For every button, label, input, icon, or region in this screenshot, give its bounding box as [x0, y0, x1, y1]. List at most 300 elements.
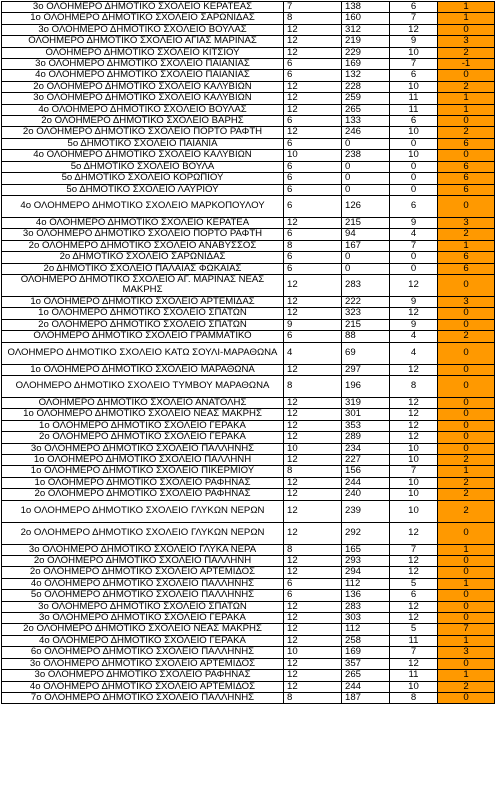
value-cell-1: 12 [284, 567, 342, 578]
value-cell-2: 126 [342, 195, 390, 217]
difference-cell: 0 [438, 308, 495, 319]
value-cell-1: 12 [284, 364, 342, 375]
table-row [2, 104, 495, 115]
school-name-cell: 3ο ΟΛΟΗΜΕΡΟ ΔΗΜΟΤΙΚΟ ΣΧΟΛΕΙΟ ΓΕΡΑΚΑ [2, 613, 284, 624]
value-cell-1: 12 [284, 127, 342, 138]
table-row [2, 635, 495, 646]
table-row [2, 240, 495, 251]
value-cell-3: 6 [390, 195, 438, 217]
difference-cell: 6 [438, 138, 495, 149]
value-cell-3: 11 [390, 635, 438, 646]
value-cell-3: 9 [390, 296, 438, 307]
school-name-cell: ΟΛΟΗΜΕΡΟ ΔΗΜΟΤΙΚΟ ΣΧΟΛΕΙΟ ΚΑΤΩ ΣΟΥΛΙ-ΜΑΡΑΘΩΝΑ [2, 342, 284, 364]
school-name-cell: 3ο ΟΛΟΗΜΕΡΟ ΔΗΜΟΤΙΚΟ ΣΧΟΛΕΙΟ ΚΕΡΑΤΕΑΣ [2, 2, 284, 13]
value-cell-2: 165 [342, 544, 390, 555]
difference-cell: 0 [438, 613, 495, 624]
value-cell-2: 292 [342, 522, 390, 544]
table-row [2, 556, 495, 567]
value-cell-2: 169 [342, 59, 390, 70]
difference-cell: 2 [438, 500, 495, 522]
school-name-cell: 1ο ΟΛΟΗΜΕΡΟ ΔΗΜΟΤΙΚΟ ΣΧΟΛΕΙΟ ΓΛΥΚΩΝ ΝΕΡΩΝ [2, 500, 284, 522]
difference-cell: 6 [438, 173, 495, 184]
table-row [2, 331, 495, 342]
difference-cell: 0 [438, 567, 495, 578]
value-cell-3: 10 [390, 489, 438, 500]
table-row [2, 647, 495, 658]
value-cell-2: 133 [342, 116, 390, 127]
value-cell-1: 6 [284, 331, 342, 342]
table-row [2, 2, 495, 13]
difference-cell: 6 [438, 252, 495, 263]
value-cell-1: 4 [284, 342, 342, 364]
value-cell-2: 156 [342, 466, 390, 477]
school-name-cell: 2ο ΟΛΟΗΜΕΡΟ ΔΗΜΟΤΙΚΟ ΣΧΟΛΕΙΟ ΠΟΡΤΟ ΡΑΦΤΗ [2, 127, 284, 138]
value-cell-3: 0 [390, 173, 438, 184]
value-cell-3: 8 [390, 692, 438, 703]
value-cell-1: 12 [284, 409, 342, 420]
value-cell-3: 6 [390, 70, 438, 81]
value-cell-1: 12 [284, 274, 342, 296]
value-cell-3: 10 [390, 477, 438, 488]
difference-cell: 1 [438, 13, 495, 24]
school-name-cell: ΟΛΟΗΜΕΡΟ ΔΗΜΟΤΙΚΟ ΣΧΟΛΕΙΟ ΚΙΤΣΙΟΥ [2, 47, 284, 58]
table-row [2, 670, 495, 681]
value-cell-1: 12 [284, 681, 342, 692]
difference-cell: 0 [438, 692, 495, 703]
difference-cell: 0 [438, 556, 495, 567]
difference-cell: 2 [438, 229, 495, 240]
value-cell-3: 10 [390, 150, 438, 161]
difference-cell: 1 [438, 104, 495, 115]
value-cell-1: 12 [284, 397, 342, 408]
difference-cell: 1 [438, 635, 495, 646]
value-cell-2: 132 [342, 70, 390, 81]
value-cell-2: 215 [342, 217, 390, 228]
table-row [2, 308, 495, 319]
school-name-cell: 3ο ΟΛΟΗΜΕΡΟ ΔΗΜΟΤΙΚΟ ΣΧΟΛΕΙΟ ΚΑΛΥΒΙΩΝ [2, 93, 284, 104]
schools-table-body [2, 2, 495, 704]
school-name-cell: 2ο ΟΛΟΗΜΕΡΟ ΔΗΜΟΤΙΚΟ ΣΧΟΛΕΙΟ ΒΑΡΗΣ [2, 116, 284, 127]
table-row [2, 161, 495, 172]
value-cell-2: 215 [342, 319, 390, 330]
value-cell-2: 289 [342, 432, 390, 443]
school-name-cell: 4ο ΟΛΟΗΜΕΡΟ ΔΗΜΟΤΙΚΟ ΣΧΟΛΕΙΟ ΓΕΡΑΚΑ [2, 635, 284, 646]
school-name-cell: 2ο ΟΛΟΗΜΕΡΟ ΔΗΜΟΤΙΚΟ ΣΧΟΛΕΙΟ ΝΕΑΣ ΜΑΚΡΗΣ [2, 624, 284, 635]
value-cell-3: 0 [390, 263, 438, 274]
value-cell-3: 12 [390, 364, 438, 375]
value-cell-3: 7 [390, 240, 438, 251]
school-name-cell: 2ο ΟΛΟΗΜΕΡΟ ΔΗΜΟΤΙΚΟ ΣΧΟΛΕΙΟ ΓΛΥΚΩΝ ΝΕΡΩΝ [2, 522, 284, 544]
table-row [2, 13, 495, 24]
value-cell-3: 11 [390, 670, 438, 681]
school-name-cell: 1ο ΟΛΟΗΜΕΡΟ ΔΗΜΟΤΙΚΟ ΣΧΟΛΕΙΟ ΠΑΛΛΗΝΗ [2, 455, 284, 466]
difference-cell: 0 [438, 70, 495, 81]
difference-cell: 0 [438, 375, 495, 397]
difference-cell: -1 [438, 59, 495, 70]
value-cell-3: 12 [390, 601, 438, 612]
table-row [2, 443, 495, 454]
value-cell-2: 0 [342, 263, 390, 274]
table-row [2, 681, 495, 692]
value-cell-1: 6 [284, 161, 342, 172]
value-cell-1: 12 [284, 432, 342, 443]
value-cell-1: 10 [284, 150, 342, 161]
value-cell-3: 11 [390, 104, 438, 115]
value-cell-1: 8 [284, 13, 342, 24]
table-row [2, 138, 495, 149]
school-name-cell: 2ο ΟΛΟΗΜΕΡΟ ΔΗΜΟΤΙΚΟ ΣΧΟΛΕΙΟ ΠΑΛΛΗΝΗ [2, 556, 284, 567]
value-cell-3: 11 [390, 93, 438, 104]
table-row [2, 364, 495, 375]
value-cell-1: 12 [284, 420, 342, 431]
school-name-cell: 4ο ΟΛΟΗΜΕΡΟ ΔΗΜΟΤΙΚΟ ΣΧΟΛΕΙΟ ΒΟΥΛΑΣ [2, 104, 284, 115]
value-cell-3: 0 [390, 184, 438, 195]
school-name-cell: ΟΛΟΗΜΕΡΟ ΔΗΜΟΤΙΚΟ ΣΧΟΛΕΙΟ ΑΓ. ΜΑΡΙΝΑΣ ΝΕΑΣ ΜΑΚΡΗΣ [2, 274, 284, 296]
school-name-cell: 3ο ΟΛΟΗΜΕΡΟ ΔΗΜΟΤΙΚΟ ΣΧΟΛΕΙΟ ΠΟΡΤΟ ΡΑΦΤΗ [2, 229, 284, 240]
value-cell-3: 7 [390, 647, 438, 658]
school-name-cell: 2ο ΟΛΟΗΜΕΡΟ ΔΗΜΟΤΙΚΟ ΣΧΟΛΕΙΟ ΑΡΤΕΜΙΔΟΣ [2, 567, 284, 578]
value-cell-2: 297 [342, 364, 390, 375]
value-cell-3: 12 [390, 522, 438, 544]
table-row [2, 420, 495, 431]
value-cell-1: 12 [284, 308, 342, 319]
table-row [2, 601, 495, 612]
value-cell-3: 8 [390, 375, 438, 397]
school-name-cell: 3ο ΟΛΟΗΜΕΡΟ ΔΗΜΟΤΙΚΟ ΣΧΟΛΕΙΟ ΠΑΛΛΗΝΗΣ [2, 443, 284, 454]
value-cell-3: 12 [390, 409, 438, 420]
difference-cell: 0 [438, 522, 495, 544]
value-cell-2: 187 [342, 692, 390, 703]
value-cell-2: 0 [342, 138, 390, 149]
difference-cell: 6 [438, 161, 495, 172]
school-name-cell: 2ο ΟΛΟΗΜΕΡΟ ΔΗΜΟΤΙΚΟ ΣΧΟΛΕΙΟ ΚΑΛΥΒΙΩΝ [2, 81, 284, 92]
school-name-cell: 1ο ΟΛΟΗΜΕΡΟ ΔΗΜΟΤΙΚΟ ΣΧΟΛΕΙΟ ΡΑΦΗΝΑΣ [2, 477, 284, 488]
table-row [2, 544, 495, 555]
value-cell-1: 12 [284, 217, 342, 228]
difference-cell: 2 [438, 477, 495, 488]
value-cell-2: 169 [342, 647, 390, 658]
difference-cell: 0 [438, 590, 495, 601]
value-cell-1: 12 [284, 658, 342, 669]
difference-cell: 0 [438, 658, 495, 669]
table-row [2, 59, 495, 70]
table-row [2, 522, 495, 544]
value-cell-2: 238 [342, 150, 390, 161]
value-cell-2: 294 [342, 567, 390, 578]
value-cell-2: 240 [342, 489, 390, 500]
value-cell-2: 229 [342, 47, 390, 58]
school-name-cell: 3ο ΟΛΟΗΜΕΡΟ ΔΗΜΟΤΙΚΟ ΣΧΟΛΕΙΟ ΣΠΑΤΩΝ [2, 601, 284, 612]
value-cell-2: 323 [342, 308, 390, 319]
value-cell-3: 5 [390, 578, 438, 589]
value-cell-3: 10 [390, 47, 438, 58]
value-cell-1: 12 [284, 635, 342, 646]
school-name-cell: 5ο ΔΗΜΟΤΙΚΟ ΣΧΟΛΕΙΟ ΒΟΥΛΑ [2, 161, 284, 172]
value-cell-1: 8 [284, 544, 342, 555]
value-cell-3: 10 [390, 681, 438, 692]
value-cell-2: 160 [342, 13, 390, 24]
value-cell-1: 8 [284, 466, 342, 477]
school-name-cell: 4ο ΟΛΟΗΜΕΡΟ ΔΗΜΟΤΙΚΟ ΣΧΟΛΕΙΟ ΑΡΤΕΜΙΔΟΣ [2, 681, 284, 692]
value-cell-1: 12 [284, 47, 342, 58]
school-name-cell: ΟΛΟΗΜΕΡΟ ΔΗΜΟΤΙΚΟ ΣΧΟΛΕΙΟ ΑΝΑΤΟΛΗΣ [2, 397, 284, 408]
table-row [2, 466, 495, 477]
value-cell-2: 219 [342, 36, 390, 47]
table-row [2, 296, 495, 307]
value-cell-1: 6 [284, 590, 342, 601]
value-cell-2: 312 [342, 24, 390, 35]
table-row [2, 229, 495, 240]
difference-cell: 2 [438, 489, 495, 500]
table-row [2, 127, 495, 138]
value-cell-2: 259 [342, 93, 390, 104]
table-row [2, 432, 495, 443]
table-row [2, 455, 495, 466]
school-name-cell: 1ο ΟΛΟΗΜΕΡΟ ΔΗΜΟΤΙΚΟ ΣΧΟΛΕΙΟ ΝΕΑΣ ΜΑΚΡΗΣ [2, 409, 284, 420]
value-cell-2: 222 [342, 296, 390, 307]
school-name-cell: 2ο ΟΛΟΗΜΕΡΟ ΔΗΜΟΤΙΚΟ ΣΧΟΛΕΙΟ ΡΑΦΗΝΑΣ [2, 489, 284, 500]
difference-cell: 1 [438, 93, 495, 104]
table-row [2, 342, 495, 364]
difference-cell: 3 [438, 647, 495, 658]
value-cell-3: 7 [390, 59, 438, 70]
table-row [2, 274, 495, 296]
table-row [2, 375, 495, 397]
table-row [2, 477, 495, 488]
table-row [2, 217, 495, 228]
value-cell-1: 6 [284, 116, 342, 127]
table-row [2, 81, 495, 92]
value-cell-3: 6 [390, 590, 438, 601]
difference-cell: 2 [438, 681, 495, 692]
value-cell-1: 9 [284, 319, 342, 330]
difference-cell: 3 [438, 36, 495, 47]
table-row [2, 150, 495, 161]
value-cell-2: 234 [342, 443, 390, 454]
value-cell-2: 246 [342, 127, 390, 138]
value-cell-2: 69 [342, 342, 390, 364]
value-cell-2: 138 [342, 2, 390, 13]
school-name-cell: 2ο ΟΛΟΗΜΕΡΟ ΔΗΜΟΤΙΚΟ ΣΧΟΛΕΙΟ ΣΠΑΤΩΝ [2, 319, 284, 330]
value-cell-1: 6 [284, 138, 342, 149]
school-name-cell: 3ο ΟΛΟΗΜΕΡΟ ΔΗΜΟΤΙΚΟ ΣΧΟΛΕΙΟ ΒΟΥΛΑΣ [2, 24, 284, 35]
value-cell-1: 12 [284, 670, 342, 681]
difference-cell: 0 [438, 195, 495, 217]
value-cell-1: 6 [284, 70, 342, 81]
difference-cell: 2 [438, 331, 495, 342]
value-cell-3: 9 [390, 217, 438, 228]
value-cell-3: 6 [390, 2, 438, 13]
school-name-cell: 3ο ΟΛΟΗΜΕΡΟ ΔΗΜΟΤΙΚΟ ΣΧΟΛΕΙΟ ΓΛΥΚΑ ΝΕΡΑ [2, 544, 284, 555]
value-cell-3: 12 [390, 308, 438, 319]
value-cell-1: 12 [284, 613, 342, 624]
value-cell-3: 10 [390, 443, 438, 454]
table-row [2, 319, 495, 330]
school-name-cell: 6ο ΟΛΟΗΜΕΡΟ ΔΗΜΟΤΙΚΟ ΣΧΟΛΕΙΟ ΠΑΛΛΗΝΗΣ [2, 647, 284, 658]
value-cell-1: 12 [284, 24, 342, 35]
value-cell-3: 5 [390, 624, 438, 635]
difference-cell: 0 [438, 397, 495, 408]
value-cell-3: 12 [390, 613, 438, 624]
school-name-cell: 2ο ΟΛΟΗΜΕΡΟ ΔΗΜΟΤΙΚΟ ΣΧΟΛΕΙΟ ΑΝΑΒΥΣΣΟΣ [2, 240, 284, 251]
difference-cell: 0 [438, 420, 495, 431]
value-cell-3: 10 [390, 127, 438, 138]
table-row [2, 692, 495, 703]
table-row [2, 93, 495, 104]
value-cell-2: 0 [342, 184, 390, 195]
table-row [2, 47, 495, 58]
value-cell-2: 0 [342, 161, 390, 172]
value-cell-1: 12 [284, 81, 342, 92]
value-cell-3: 10 [390, 81, 438, 92]
value-cell-2: 88 [342, 331, 390, 342]
difference-cell: 0 [438, 342, 495, 364]
table-row [2, 578, 495, 589]
difference-cell: 1 [438, 670, 495, 681]
value-cell-1: 6 [284, 252, 342, 263]
school-name-cell: 1ο ΟΛΟΗΜΕΡΟ ΔΗΜΟΤΙΚΟ ΣΧΟΛΕΙΟ ΣΠΑΤΩΝ [2, 308, 284, 319]
table-row [2, 624, 495, 635]
value-cell-3: 9 [390, 36, 438, 47]
value-cell-3: 4 [390, 229, 438, 240]
difference-cell: 0 [438, 116, 495, 127]
difference-cell: 1 [438, 544, 495, 555]
value-cell-3: 10 [390, 455, 438, 466]
difference-cell: 6 [438, 263, 495, 274]
school-name-cell: 4ο ΟΛΟΗΜΕΡΟ ΔΗΜΟΤΙΚΟ ΣΧΟΛΕΙΟ ΠΑΙΑΝΙΑΣ [2, 70, 284, 81]
value-cell-2: 283 [342, 601, 390, 612]
difference-cell: 0 [438, 601, 495, 612]
school-name-cell: 3ο ΟΛΟΗΜΕΡΟ ΔΗΜΟΤΙΚΟ ΣΧΟΛΕΙΟ ΠΑΙΑΝΙΑΣ [2, 59, 284, 70]
value-cell-3: 12 [390, 567, 438, 578]
value-cell-3: 12 [390, 274, 438, 296]
value-cell-3: 10 [390, 500, 438, 522]
school-name-cell: 4ο ΟΛΟΗΜΕΡΟ ΔΗΜΟΤΙΚΟ ΣΧΟΛΕΙΟ ΠΑΛΛΗΝΗΣ [2, 578, 284, 589]
value-cell-3: 9 [390, 319, 438, 330]
school-name-cell: 3ο ΟΛΟΗΜΕΡΟ ΔΗΜΟΤΙΚΟ ΣΧΟΛΕΙΟ ΡΑΦΗΝΑΣ [2, 670, 284, 681]
value-cell-3: 7 [390, 466, 438, 477]
value-cell-1: 8 [284, 692, 342, 703]
table-row [2, 590, 495, 601]
value-cell-1: 6 [284, 578, 342, 589]
value-cell-1: 10 [284, 647, 342, 658]
school-name-cell: 1ο ΟΛΟΗΜΕΡΟ ΔΗΜΟΤΙΚΟ ΣΧΟΛΕΙΟ ΜΑΡΑΘΩΝΑ [2, 364, 284, 375]
value-cell-1: 12 [284, 477, 342, 488]
difference-cell: 1 [438, 240, 495, 251]
value-cell-3: 12 [390, 658, 438, 669]
table-row [2, 184, 495, 195]
table-row [2, 195, 495, 217]
school-name-cell: ΟΛΟΗΜΕΡΟ ΔΗΜΟΤΙΚΟ ΣΧΟΛΕΙΟ ΤΥΜΒΟΥ ΜΑΡΑΘΩΝΑ [2, 375, 284, 397]
value-cell-2: 293 [342, 556, 390, 567]
value-cell-3: 4 [390, 342, 438, 364]
difference-cell: 1 [438, 2, 495, 13]
value-cell-2: 0 [342, 252, 390, 263]
school-name-cell: 1ο ΟΛΟΗΜΕΡΟ ΔΗΜΟΤΙΚΟ ΣΧΟΛΕΙΟ ΣΑΡΩΝΙΔΑΣ [2, 13, 284, 24]
value-cell-2: 167 [342, 240, 390, 251]
value-cell-1: 6 [284, 173, 342, 184]
school-name-cell: 5ο ΟΛΟΗΜΕΡΟ ΔΗΜΟΤΙΚΟ ΣΧΟΛΕΙΟ ΠΑΛΛΗΝΗΣ [2, 590, 284, 601]
difference-cell: 2 [438, 47, 495, 58]
school-name-cell: 2ο ΟΛΟΗΜΕΡΟ ΔΗΜΟΤΙΚΟ ΣΧΟΛΕΙΟ ΓΕΡΑΚΑ [2, 432, 284, 443]
value-cell-2: 244 [342, 681, 390, 692]
value-cell-1: 12 [284, 489, 342, 500]
value-cell-2: 265 [342, 104, 390, 115]
value-cell-2: 258 [342, 635, 390, 646]
difference-cell: 0 [438, 150, 495, 161]
difference-cell: 0 [438, 319, 495, 330]
difference-cell: 0 [438, 409, 495, 420]
school-name-cell: 1ο ΟΛΟΗΜΕΡΟ ΔΗΜΟΤΙΚΟ ΣΧΟΛΕΙΟ ΠΙΚΕΡΜΙΟΥ [2, 466, 284, 477]
value-cell-2: 319 [342, 397, 390, 408]
value-cell-1: 10 [284, 443, 342, 454]
difference-cell: 0 [438, 432, 495, 443]
school-name-cell: 3ο ΟΛΟΗΜΕΡΟ ΔΗΜΟΤΙΚΟ ΣΧΟΛΕΙΟ ΑΡΤΕΜΙΔΟΣ [2, 658, 284, 669]
school-name-cell: 5ο ΔΗΜΟΤΙΚΟ ΣΧΟΛΕΙΟ ΛΑΥΡΙΟΥ [2, 184, 284, 195]
value-cell-1: 6 [284, 184, 342, 195]
table-row [2, 489, 495, 500]
value-cell-3: 12 [390, 420, 438, 431]
value-cell-1: 12 [284, 36, 342, 47]
difference-cell: 2 [438, 127, 495, 138]
value-cell-3: 4 [390, 331, 438, 342]
value-cell-3: 6 [390, 116, 438, 127]
value-cell-1: 12 [284, 296, 342, 307]
difference-cell: 7 [438, 624, 495, 635]
value-cell-2: 112 [342, 578, 390, 589]
difference-cell: 3 [438, 217, 495, 228]
school-name-cell: 7ο ΟΛΟΗΜΕΡΟ ΔΗΜΟΤΙΚΟ ΣΧΟΛΕΙΟ ΠΑΛΛΗΝΗΣ [2, 692, 284, 703]
table-row [2, 567, 495, 578]
value-cell-2: 136 [342, 590, 390, 601]
value-cell-2: 244 [342, 477, 390, 488]
value-cell-1: 12 [284, 522, 342, 544]
difference-cell: 2 [438, 455, 495, 466]
value-cell-2: 357 [342, 658, 390, 669]
school-name-cell: 5ο ΔΗΜΟΤΙΚΟ ΣΧΟΛΕΙΟ ΠΑΙΑΝΙΑ [2, 138, 284, 149]
value-cell-1: 12 [284, 500, 342, 522]
table-row [2, 658, 495, 669]
value-cell-2: 283 [342, 274, 390, 296]
table-row [2, 24, 495, 35]
school-name-cell: 4ο ΟΛΟΗΜΕΡΟ ΔΗΜΟΤΙΚΟ ΣΧΟΛΕΙΟ ΜΑΡΚΟΠΟΥΛΟΥ [2, 195, 284, 217]
value-cell-1: 8 [284, 240, 342, 251]
school-name-cell: 4ο ΟΛΟΗΜΕΡΟ ΔΗΜΟΤΙΚΟ ΣΧΟΛΕΙΟ ΚΕΡΑΤΕΑ [2, 217, 284, 228]
value-cell-2: 0 [342, 173, 390, 184]
table-row [2, 116, 495, 127]
school-name-cell: 1ο ΟΛΟΗΜΕΡΟ ΔΗΜΟΤΙΚΟ ΣΧΟΛΕΙΟ ΑΡΤΕΜΙΔΑΣ [2, 296, 284, 307]
value-cell-3: 12 [390, 24, 438, 35]
value-cell-1: 12 [284, 624, 342, 635]
value-cell-1: 12 [284, 455, 342, 466]
school-name-cell: ΟΛΟΗΜΕΡΟ ΔΗΜΟΤΙΚΟ ΣΧΟΛΕΙΟ ΓΡΑΜΜΑΤΙΚΟ [2, 331, 284, 342]
difference-cell: 1 [438, 466, 495, 477]
value-cell-1: 12 [284, 93, 342, 104]
value-cell-3: 0 [390, 138, 438, 149]
difference-cell: 6 [438, 184, 495, 195]
table-row [2, 36, 495, 47]
value-cell-3: 12 [390, 397, 438, 408]
value-cell-2: 227 [342, 455, 390, 466]
table-row [2, 500, 495, 522]
school-name-cell: ΟΛΟΗΜΕΡΟ ΔΗΜΟΤΙΚΟ ΣΧΟΛΕΙΟ ΑΓΙΑΣ ΜΑΡΙΝΑΣ [2, 36, 284, 47]
difference-cell: 0 [438, 24, 495, 35]
table-row [2, 397, 495, 408]
value-cell-2: 239 [342, 500, 390, 522]
difference-cell: 0 [438, 274, 495, 296]
difference-cell: 1 [438, 578, 495, 589]
school-name-cell: 1ο ΟΛΟΗΜΕΡΟ ΔΗΜΟΤΙΚΟ ΣΧΟΛΕΙΟ ΓΕΡΑΚΑ [2, 420, 284, 431]
